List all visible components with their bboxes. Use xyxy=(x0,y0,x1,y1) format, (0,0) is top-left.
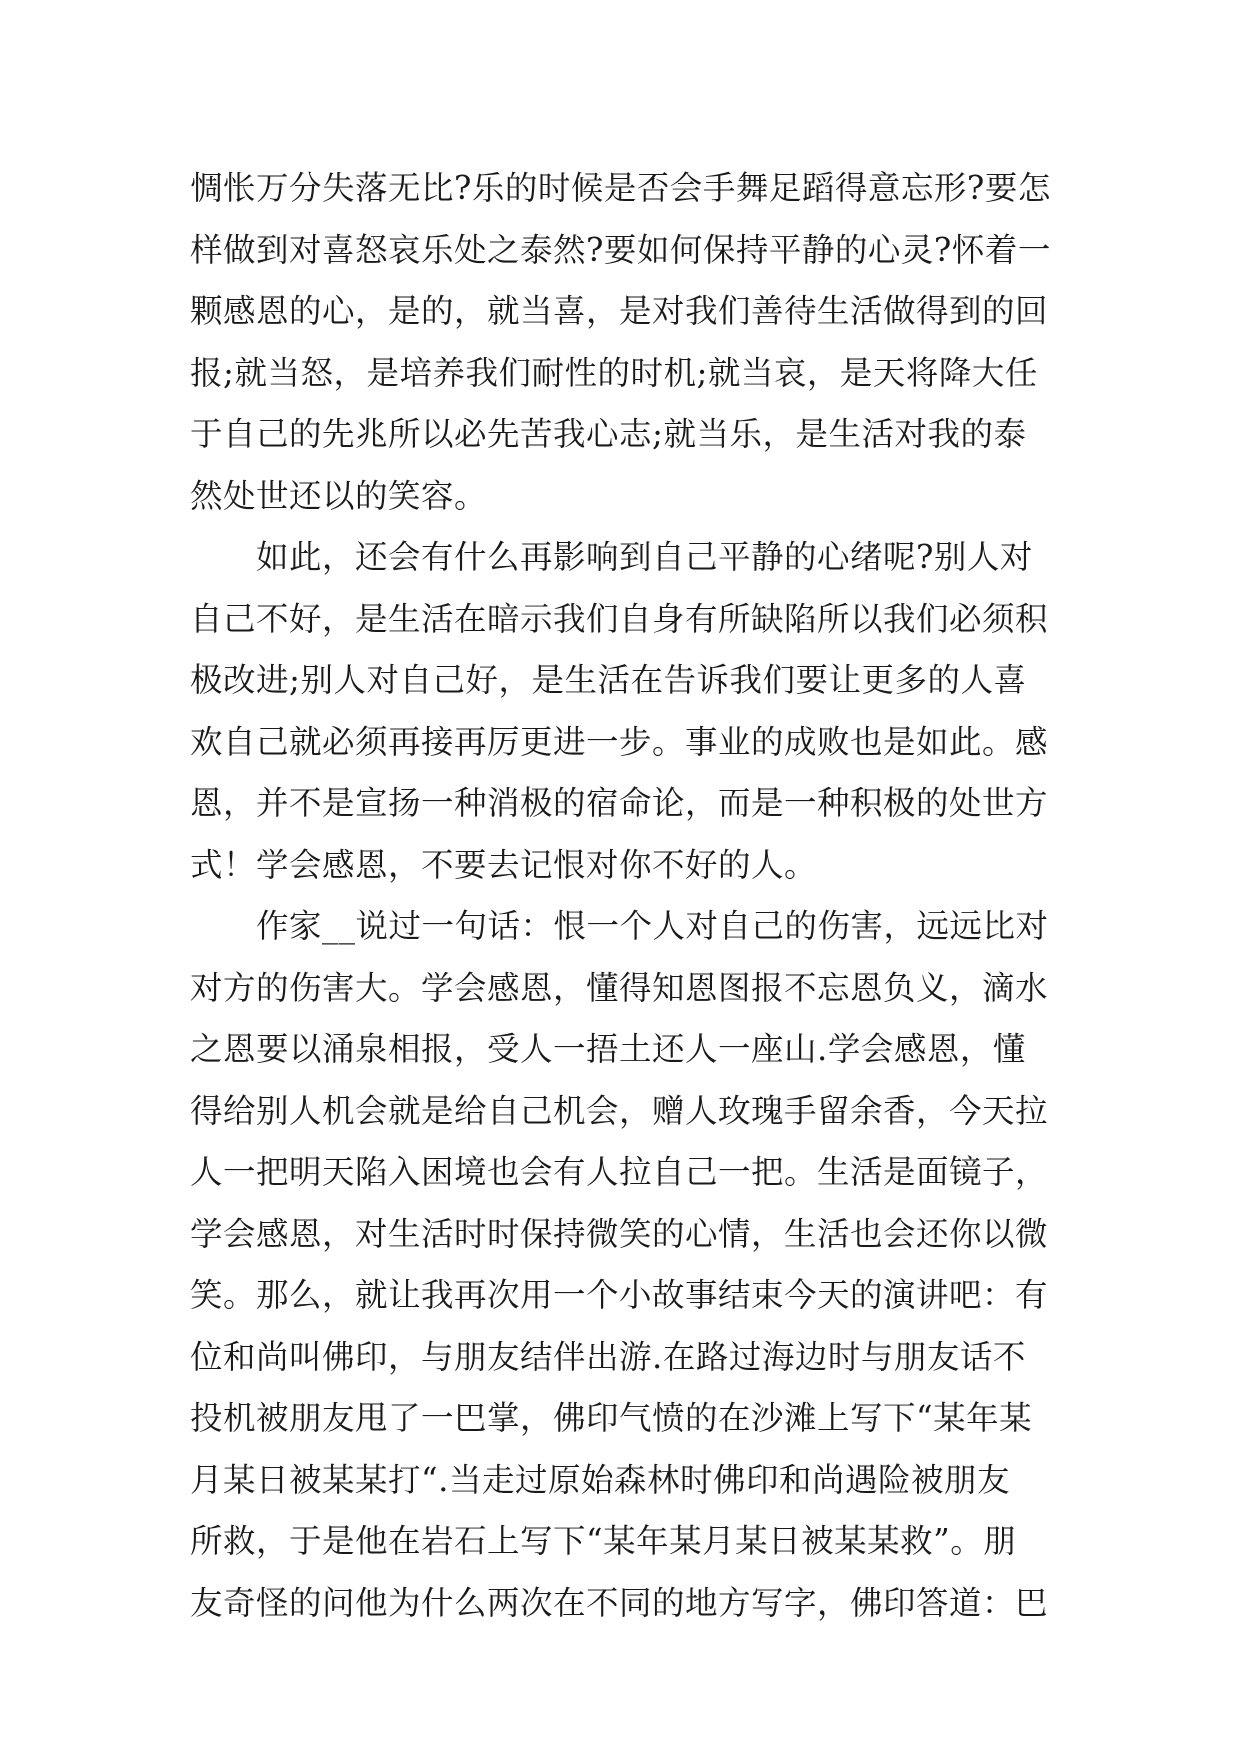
text-line: 然处世还以的笑容。 xyxy=(190,476,488,515)
text-line: 位和尚叫佛印，与朋友结伴出游.在路过海边时与朋友话不 xyxy=(190,1337,1026,1376)
text-line: 投机被朋友甩了一巴掌，佛印气愤的在沙滩上写下“某年某 xyxy=(190,1399,1033,1437)
text-line: 恩，并不是宣扬一种消极的宿命论，而是一种积极的处世方 xyxy=(190,784,1049,822)
text-line: 笑。那么，就让我再次用一个小故事结束今天的演讲吧：有 xyxy=(190,1276,1049,1314)
text-line: 月某日被某某打“.当走过原始森林时佛印和尚遇险被朋友 xyxy=(190,1460,1010,1499)
text-line: 友奇怪的问他为什么两次在不同的地方写字，佛印答道：巴 xyxy=(190,1583,1049,1622)
text-line: 式！学会感恩，不要去记恨对你不好的人。 xyxy=(190,845,818,884)
text-line: 于自己的先兆所以必先苦我心志;就当乐，是生活对我的泰 xyxy=(190,415,1027,453)
text-line: 作家__说过一句话：恨一个人对自己的伤害，远远比对 xyxy=(190,907,1049,945)
text-line: 颗感恩的心，是的，就当喜，是对我们善待生活做得到的回 xyxy=(190,292,1049,330)
text-line: 学会感恩，对生活时时保持微笑的心情，生活也会还你以微 xyxy=(190,1214,1049,1253)
text-line: 人一把明天陷入困境也会有人拉自己一把。生活是面镜子， xyxy=(190,1153,1049,1191)
text-line: 得给别人机会就是给自己机会，赠人玫瑰手留余香，今天拉 xyxy=(190,1091,1049,1130)
text-line: 报;就当怒，是培养我们耐性的时机;就当哀，是天将降大任 xyxy=(190,353,1038,392)
text-line: 自己不好，是生活在暗示我们自身有所缺陷所以我们必须积 xyxy=(190,599,1049,638)
text-line: 之恩要以涌泉相报，受人一捂土还人一座山.学会感恩，懂 xyxy=(190,1030,1026,1068)
text-line: 样做到对喜怒哀乐处之泰然?要如何保持平静的心灵?怀着一 xyxy=(190,230,1051,269)
body-text xyxy=(190,158,1050,1634)
text-line: 对方的伤害大。学会感恩，懂得知恩图报不忘恩负义，滴水 xyxy=(190,968,1049,1007)
text-line: 所救，于是他在岩石上写下“某年某月某日被某某救”。朋 xyxy=(190,1522,1017,1560)
text-line: 如此，还会有什么再影响到自己平静的心绪呢?别人对 xyxy=(190,538,1033,576)
text-line: 极改进;别人对自己好，是生活在告诉我们要让更多的人喜 xyxy=(190,661,1027,699)
text-line: 惆怅万分失落无比?乐的时候是否会手舞足蹈得意忘形?要怎 xyxy=(190,169,1051,207)
text-line: 欢自己就必须再接再厉更进一步。事业的成败也是如此。感 xyxy=(190,722,1049,761)
